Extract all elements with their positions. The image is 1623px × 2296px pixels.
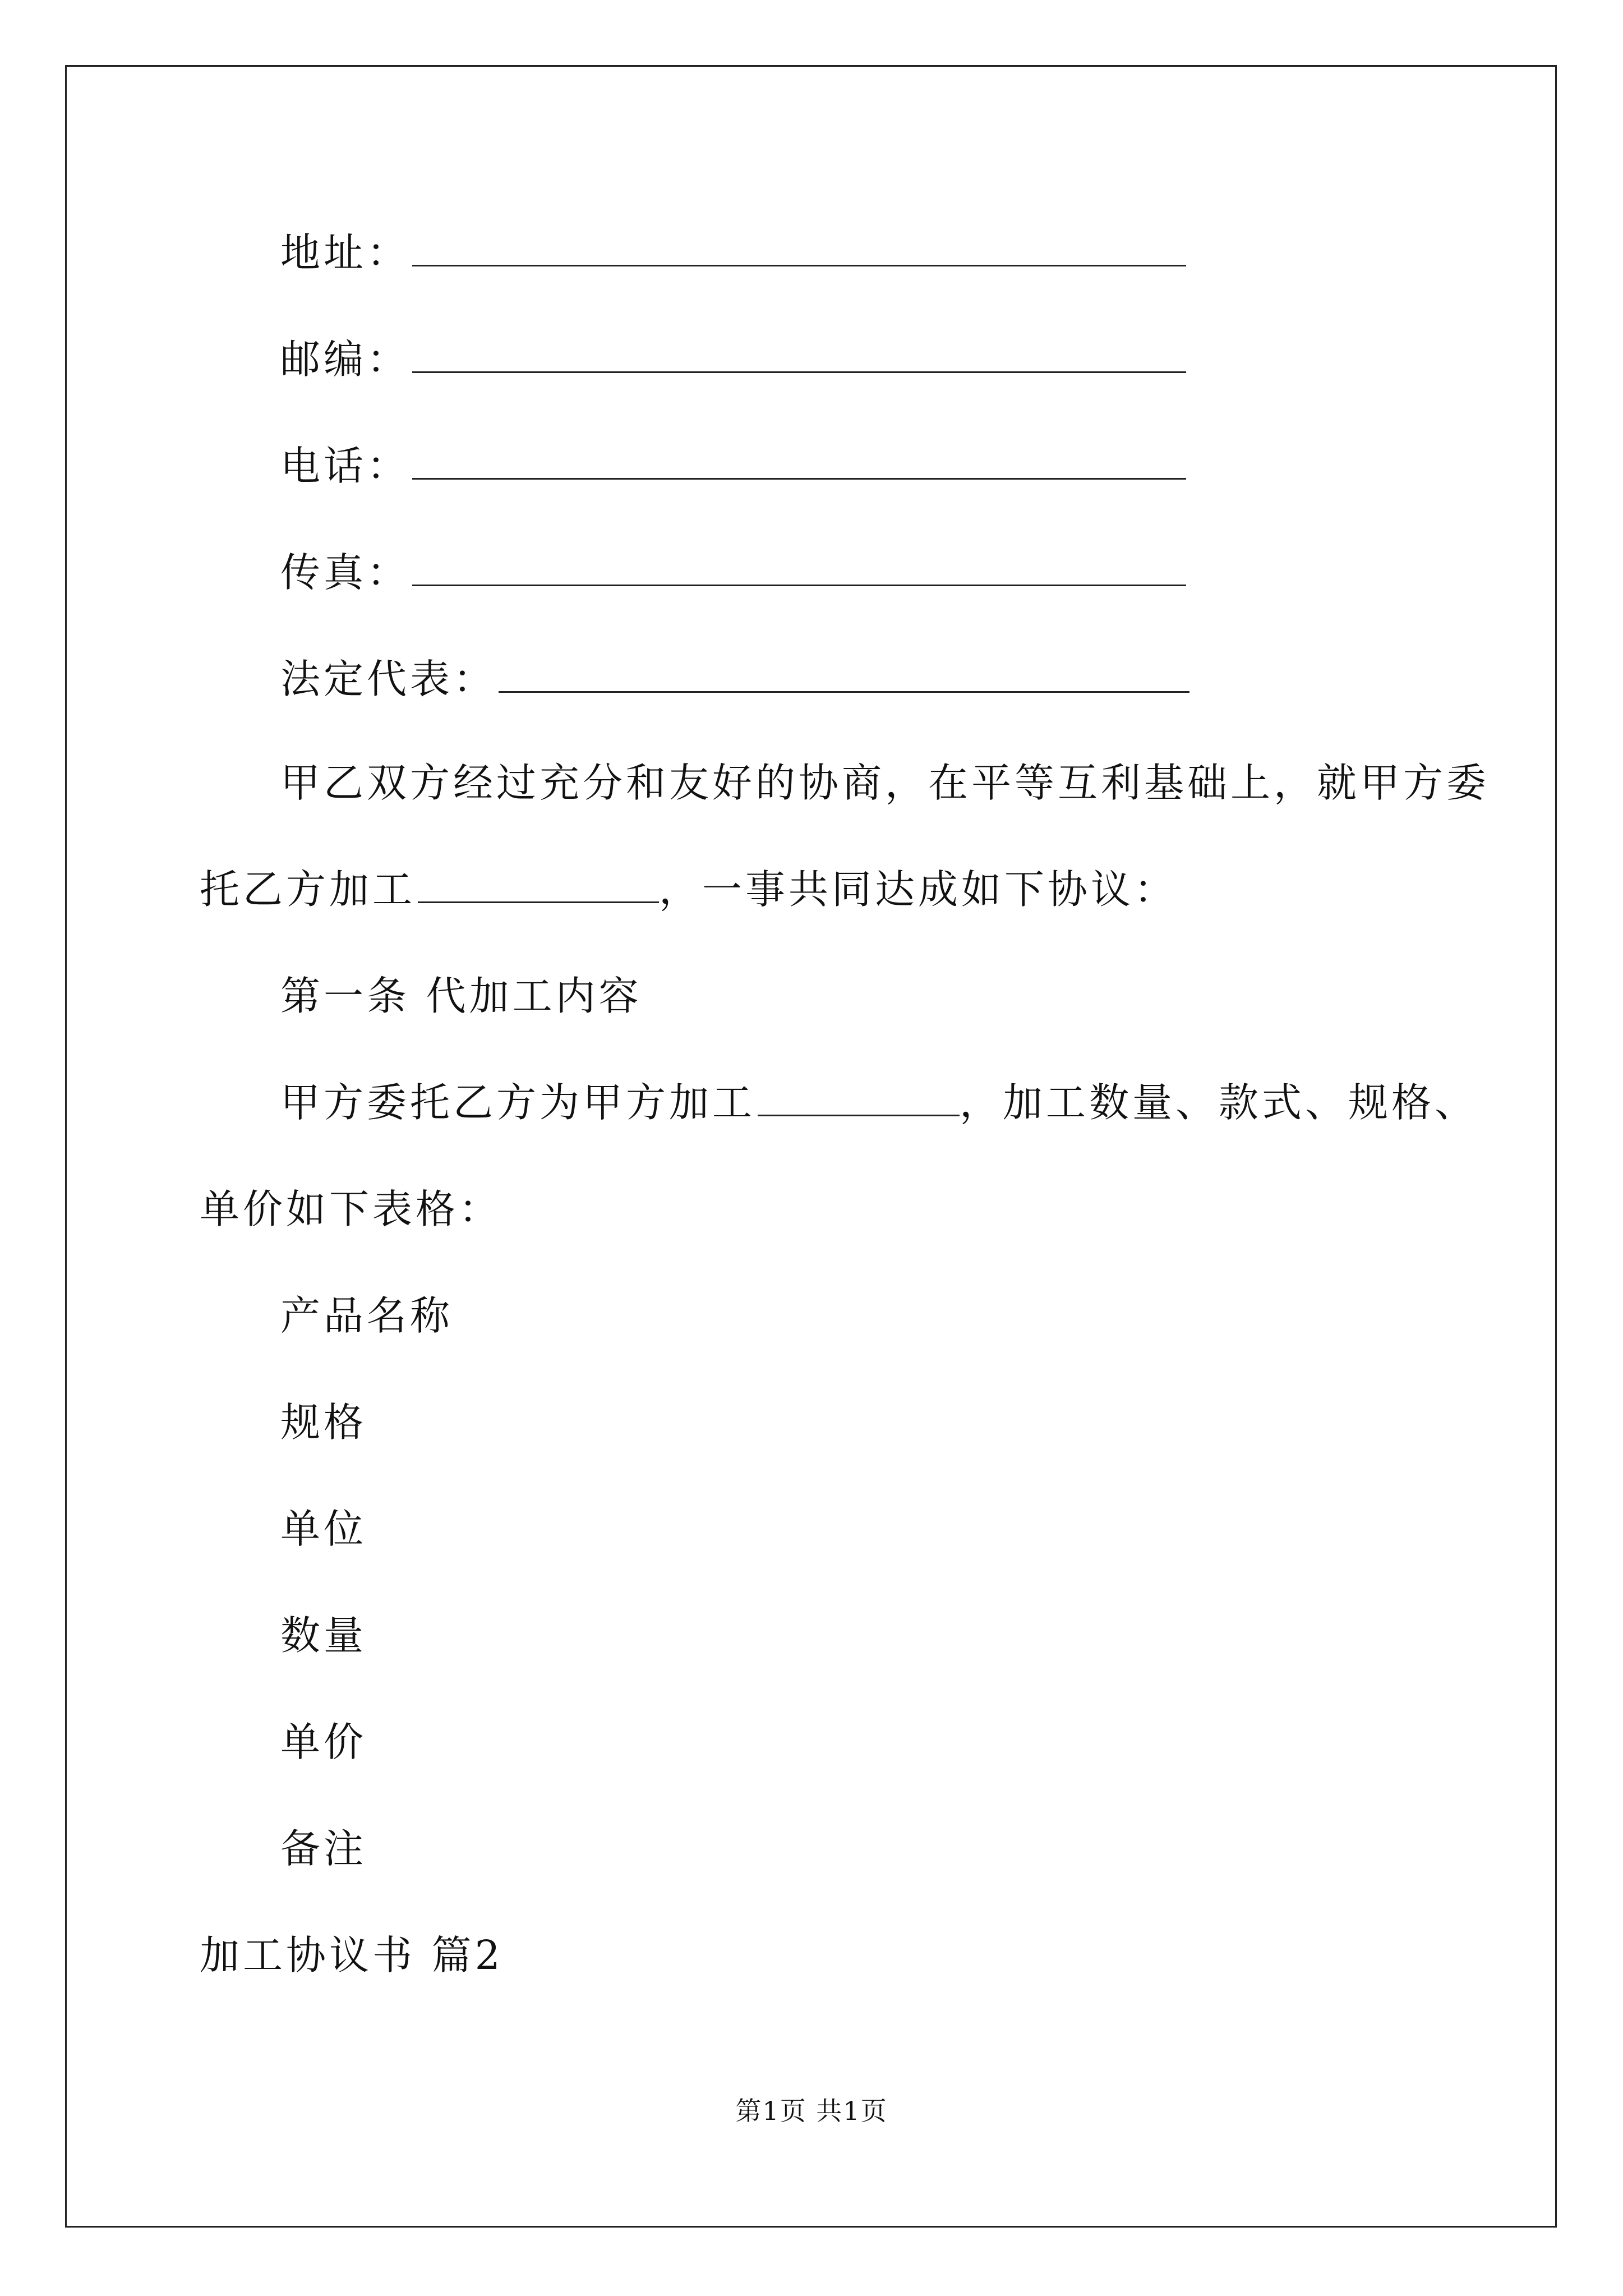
field-phone — [280, 443, 1186, 489]
field-label: 法定代表： — [280, 656, 497, 702]
blank-line — [412, 553, 1186, 586]
field-address — [280, 229, 1186, 276]
table-item-remark: 备注 — [280, 1825, 367, 1872]
blank-line — [412, 447, 1186, 480]
field-postcode — [280, 336, 1186, 383]
table-item-quantity: 数量 — [280, 1612, 367, 1659]
field-label: 地址： — [280, 229, 411, 276]
article1-prefix: 甲方委托乙方为甲方加工 — [280, 1079, 756, 1126]
field-legal-representative — [280, 656, 1189, 702]
intro-paragraph-line1: 甲乙双方经过充分和友好的协商，在平等互利基础上，就甲方委 — [280, 760, 1490, 806]
field-fax — [280, 549, 1186, 596]
table-item-unit-price: 单价 — [280, 1719, 367, 1765]
article1-heading: 第一条 代加工内容 — [280, 973, 642, 1019]
page-border — [65, 65, 1557, 2228]
article1-line1 — [280, 1079, 1478, 1126]
table-item-unit: 单位 — [280, 1506, 367, 1552]
intro-suffix: ，一事共同达成如下协议： — [659, 866, 1178, 913]
section-heading: 加工协议书 篇2 — [200, 1932, 504, 1978]
blank-line — [412, 233, 1186, 266]
table-item-product-name: 产品名称 — [280, 1292, 454, 1339]
blank-line — [758, 1083, 960, 1116]
blank-line — [499, 660, 1189, 693]
page-footer: 第1页 共1页 — [735, 2096, 888, 2126]
blank-line — [412, 340, 1186, 373]
blank-line — [418, 870, 659, 903]
field-label: 传真： — [280, 549, 411, 596]
article1-line2: 单价如下表格： — [200, 1186, 502, 1232]
field-label: 电话： — [280, 443, 411, 489]
table-item-spec: 规格 — [280, 1399, 367, 1446]
article1-suffix: ，加工数量、款式、规格、 — [960, 1079, 1478, 1126]
field-label: 邮编： — [280, 336, 411, 383]
intro-paragraph-line2 — [200, 866, 1178, 913]
intro-prefix: 托乙方加工 — [200, 866, 416, 913]
